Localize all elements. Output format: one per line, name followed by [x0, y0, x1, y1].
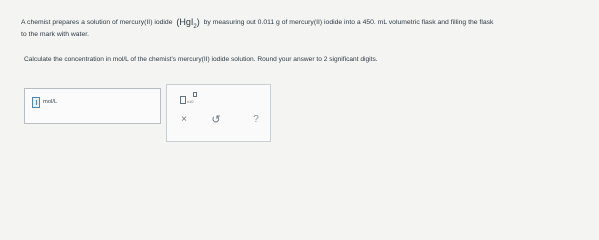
answer-input[interactable]: [32, 97, 40, 108]
scientific-notation-base-icon: [180, 96, 186, 104]
answer-tools-panel: [166, 84, 271, 142]
help-button[interactable]: ?: [253, 114, 259, 125]
problem-line-2: to the mark with water.: [21, 31, 89, 38]
unit-label: mol/L: [43, 99, 58, 105]
question-text: Calculate the concentration in mol/L of the chemist's mercury(II) iodide solution. Round your answer to 2 significant digits.: [24, 56, 378, 63]
formula-symbol: HgI: [179, 17, 194, 27]
undo-button[interactable]: ↺: [211, 114, 221, 126]
clear-button[interactable]: ×: [181, 114, 187, 125]
problem-text-start: A chemist prepares a solution of mercury(II) iodide: [21, 19, 173, 26]
scientific-notation-button[interactable]: [180, 91, 200, 107]
answer-box[interactable]: [24, 88, 161, 124]
chemical-formula: (HgI$_2$): [176, 17, 200, 30]
scientific-notation-exponent-icon: [193, 92, 197, 97]
scientific-notation-label: x10: [187, 99, 194, 104]
problem-line-1: [21, 16, 493, 33]
formula-subscript: 2: [193, 23, 197, 30]
problem-text-end: by measuring out 0.011 g of mercury(II) iodide into a 450. mL volumetric flask and filling the flask: [203, 19, 494, 26]
